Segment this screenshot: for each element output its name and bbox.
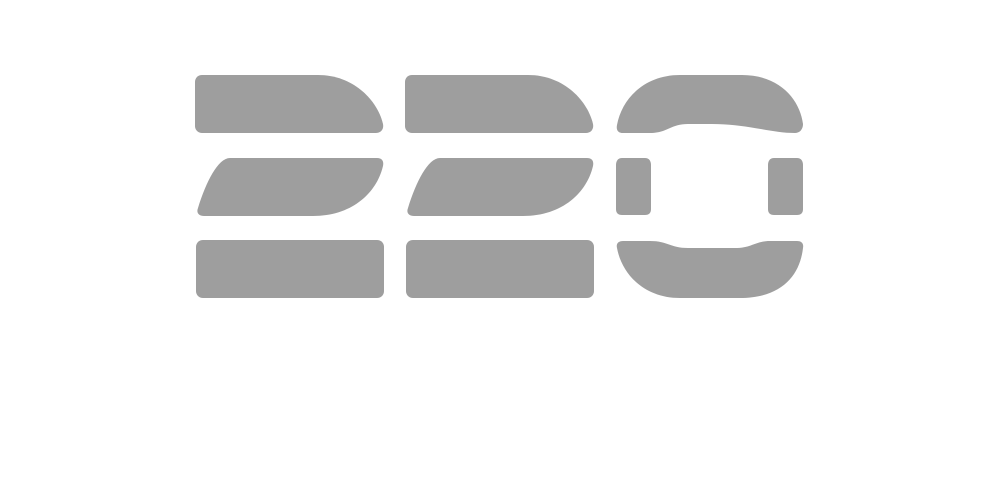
digit-two-second-middle-bar (407, 158, 593, 216)
digit-zero-right-side (768, 158, 803, 215)
digit-two-second (405, 75, 594, 298)
digit-two-first-middle-bar (197, 158, 383, 216)
digit-two-second-top-bar (405, 75, 593, 133)
digit-two-first-bottom-bar (196, 240, 384, 298)
digit-two-first-top-bar (195, 75, 383, 133)
digit-zero-left-side (616, 158, 651, 215)
digit-zero (616, 75, 803, 298)
digit-zero-bottom-arc (617, 241, 803, 298)
digit-two-first (195, 75, 384, 298)
digit-zero-top-arc (617, 75, 803, 133)
digit-two-second-bottom-bar (406, 240, 594, 298)
